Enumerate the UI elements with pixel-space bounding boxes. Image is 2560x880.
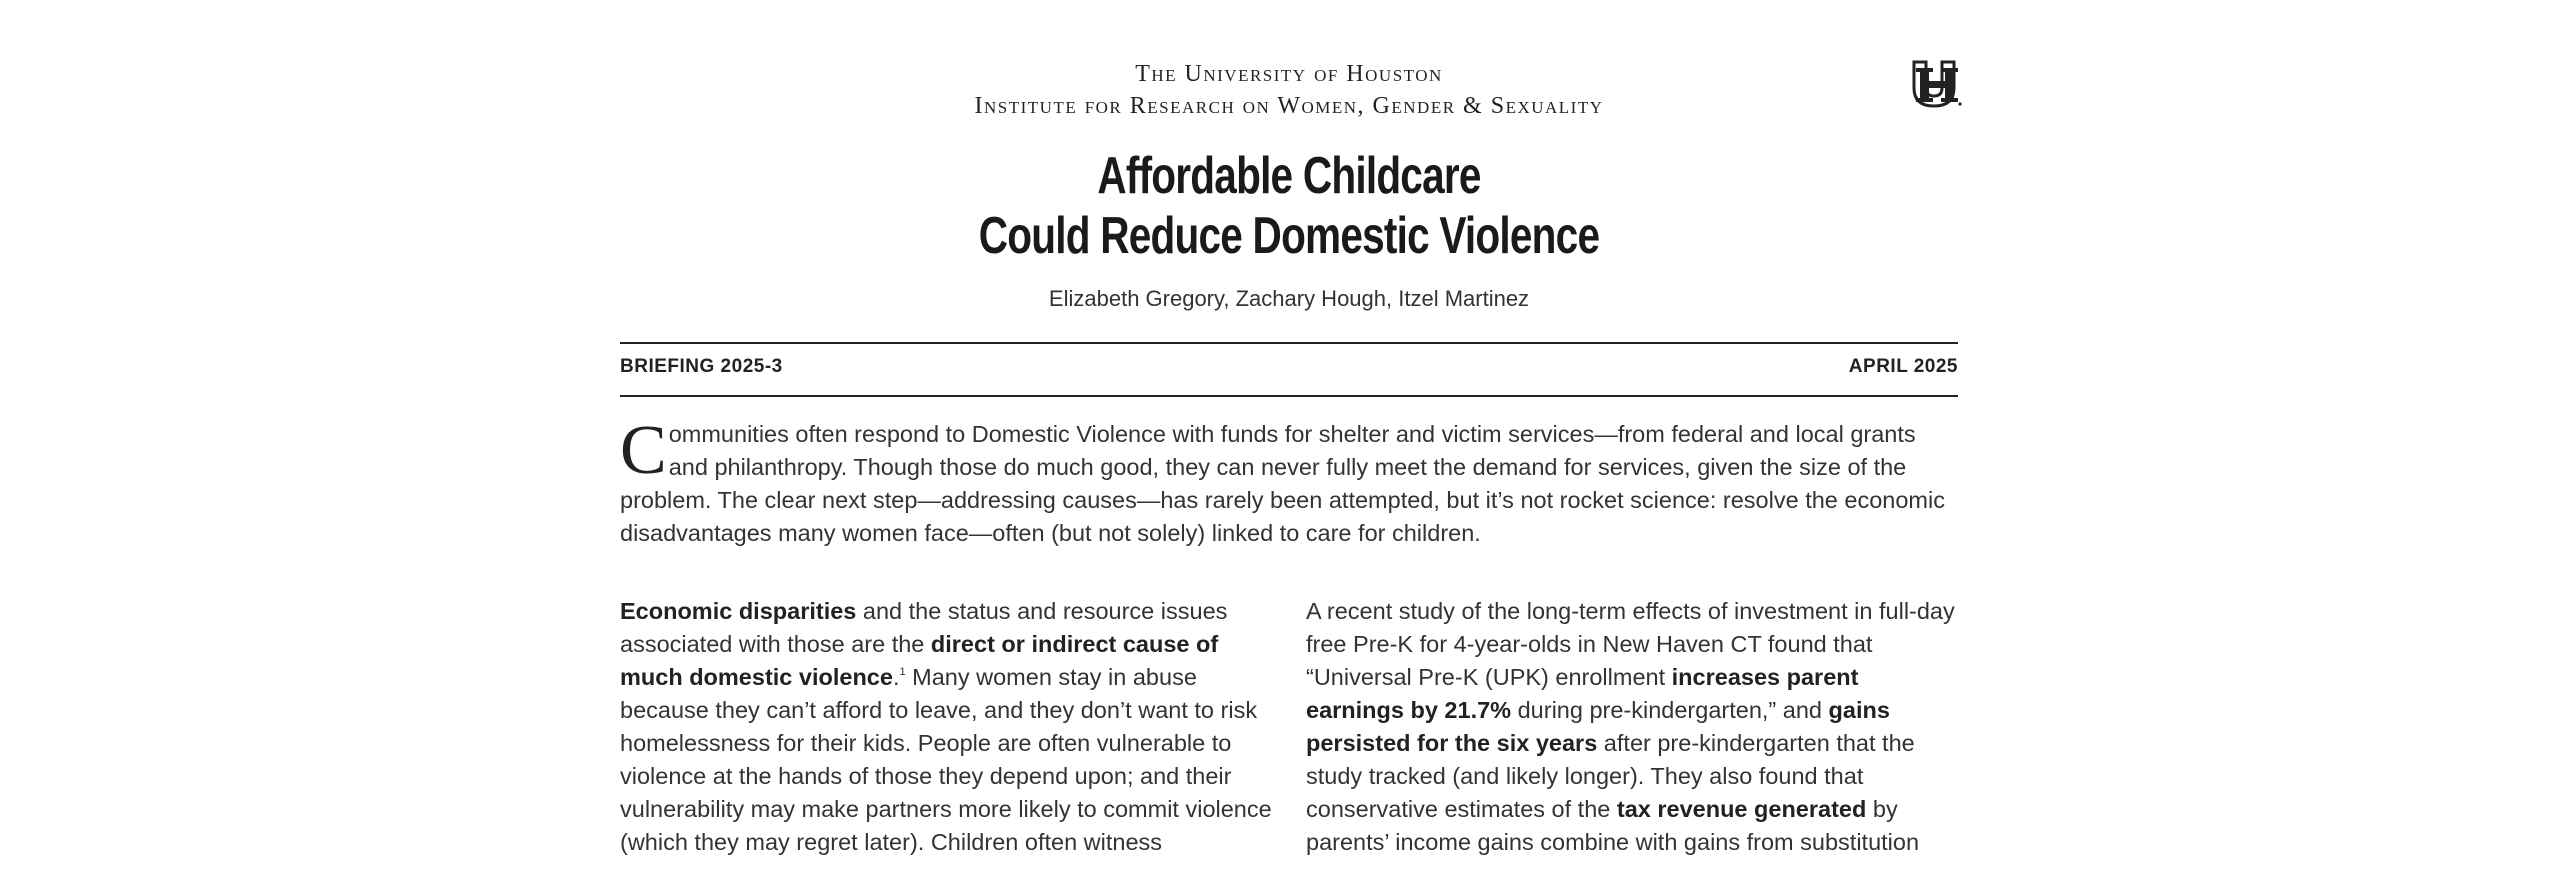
footnote-marker[interactable]: 1 xyxy=(899,666,906,678)
title-line-2: Could Reduce Domestic Violence xyxy=(978,207,1600,265)
emphasis-tax-revenue: tax revenue generated xyxy=(1616,796,1867,822)
document-title xyxy=(620,146,1958,266)
emphasis-parent-earnings: increases parent earnings by 21.7% xyxy=(1306,664,1859,723)
emphasis-economic-disparities: Economic disparities xyxy=(620,598,857,624)
body-text: . xyxy=(892,664,900,690)
briefing-meta xyxy=(620,356,1958,384)
body-text: Many women stay in abuse because they can’t afford to leave, and they don’t want to risk homelessness for their kids. People are often vulnerable to violence at the hands of those they depend upon; and their vulnerability may make partners more likely to commit violence (which they may regret later). Children often witness xyxy=(620,664,1272,855)
briefing-page xyxy=(620,0,1958,880)
institute-name: Institute for Research on Women, Gender & Sexuality xyxy=(974,93,1604,119)
uh-logo-icon xyxy=(1910,58,1964,108)
briefing-number: BRIEFING 2025-3 xyxy=(620,356,783,377)
body-text: A recent study of the long-term effects of investment in full-day free Pre-K for 4-year-olds in New Haven CT found that “Universal Pre-K (UPK) enrollment xyxy=(1306,598,1955,690)
emphasis-direct-cause: direct or indirect cause of much domestic violence xyxy=(620,631,1219,690)
author-list: Elizabeth Gregory, Zachary Hough, Itzel Martinez xyxy=(1048,286,1530,311)
briefing-date: APRIL 2025 xyxy=(1848,356,1958,377)
intro-text: ommunities often respond to Domestic Violence with funds for shelter and victim services—from federal and local grants and philanthropy. Though those do much good, they can never fully meet the demand for services, given the size of the problem. The clear next step—addressing causes—has rarely been attempted, but it’s not rocket science: resolve the economic disadvantages many women face—often (but not solely) linked to care for children. xyxy=(620,421,1945,546)
body-text: by parents’ income gains combine with gains from substitution xyxy=(1306,796,1920,855)
intro-paragraph xyxy=(620,412,1958,550)
right-column-paragraph xyxy=(1306,595,1962,859)
emphasis-gains-persisted: gains persisted for the six years xyxy=(1306,697,1890,756)
body-text: and the status and resource issues associated with those are the xyxy=(620,598,1228,657)
drop-cap: C xyxy=(620,412,667,489)
left-column-paragraph xyxy=(620,595,1276,859)
bottom-divider xyxy=(620,395,1958,397)
body-text: after pre-kindergarten that the study tracked (and likely longer). They also found that conservative estimates of the xyxy=(1306,730,1915,822)
top-divider xyxy=(620,342,1958,344)
body-text: during pre-kindergarten,” and xyxy=(1511,697,1829,723)
title-line-1: Affordable Childcare xyxy=(1097,147,1481,205)
university-name: The University of Houston xyxy=(1135,61,1443,87)
document-header xyxy=(620,58,1958,122)
